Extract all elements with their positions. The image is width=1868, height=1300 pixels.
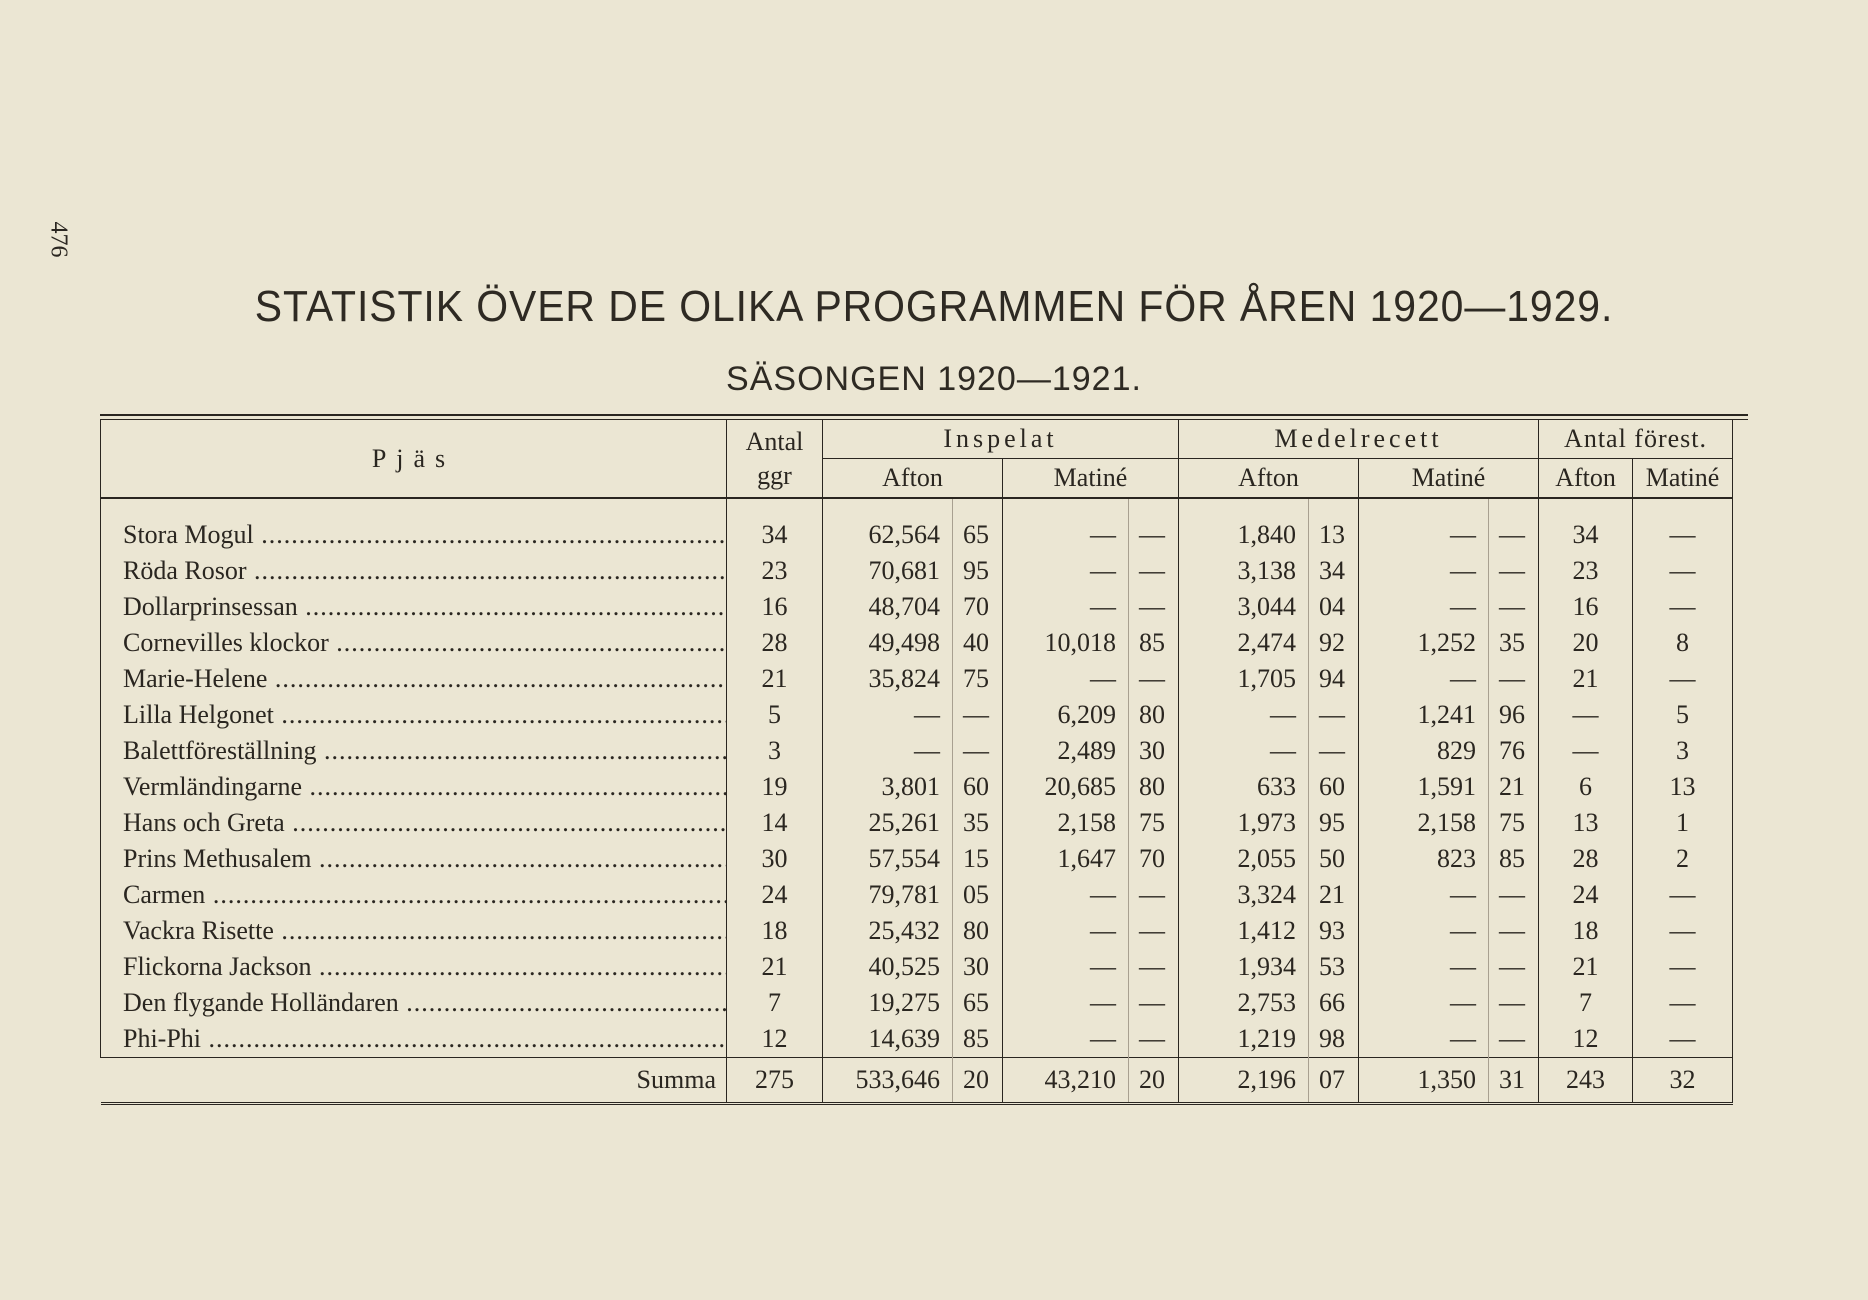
cell-forest-afton: 23: [1539, 553, 1633, 589]
cell-pjas: [101, 733, 727, 769]
header-medelrecett: Medelrecett: [1179, 420, 1539, 459]
cell-medelrecett-matine-ore: 85: [1489, 841, 1539, 877]
cell-inspelat-matine: —: [1003, 661, 1129, 697]
header-forest-afton: Afton: [1539, 459, 1633, 499]
cell-forest-matine: 3: [1633, 733, 1733, 769]
cell-medelrecett-matine-ore: —: [1489, 913, 1539, 949]
cell-medelrecett-matine: —: [1359, 1021, 1489, 1058]
table-row: [101, 553, 1733, 589]
pjas-name: Prins Methusalem .....: [123, 844, 727, 873]
pjas-name: Vermländingarne .....: [123, 772, 727, 801]
cell-medelrecett-matine-ore: 75: [1489, 805, 1539, 841]
summa-forest-matine: 32: [1633, 1058, 1733, 1104]
cell-medelrecett-afton: 2,055: [1179, 841, 1309, 877]
cell-medelrecett-afton-ore: 13: [1309, 517, 1359, 553]
cell-inspelat-matine: 2,489: [1003, 733, 1129, 769]
cell-antal: 24: [727, 877, 823, 913]
cell-medelrecett-matine-ore: —: [1489, 877, 1539, 913]
header-medelrecett-afton: Afton: [1179, 459, 1359, 499]
cell-pjas: [101, 517, 727, 553]
cell-forest-matine: —: [1633, 553, 1733, 589]
cell-inspelat-afton: 14,639: [823, 1021, 953, 1058]
cell-inspelat-afton-ore: 60: [953, 769, 1003, 805]
cell-forest-afton: —: [1539, 697, 1633, 733]
summa-medelrecett-matine: 1,350: [1359, 1058, 1489, 1104]
cell-antal: 3: [727, 733, 823, 769]
summa-inspelat-afton: 533,646: [823, 1058, 953, 1104]
cell-inspelat-matine-ore: 85: [1129, 625, 1179, 661]
cell-antal: 23: [727, 553, 823, 589]
cell-medelrecett-afton: 3,324: [1179, 877, 1309, 913]
cell-inspelat-matine-ore: —: [1129, 589, 1179, 625]
cell-medelrecett-afton: 1,412: [1179, 913, 1309, 949]
cell-pjas: [101, 769, 727, 805]
cell-antal: 34: [727, 517, 823, 553]
cell-medelrecett-afton: 3,044: [1179, 589, 1309, 625]
cell-inspelat-matine-ore: —: [1129, 1021, 1179, 1058]
table-row: [101, 697, 1733, 733]
cell-inspelat-afton-ore: 80: [953, 913, 1003, 949]
pjas-name: Stora Mogul .....: [123, 520, 727, 549]
cell-inspelat-matine: —: [1003, 877, 1129, 913]
cell-inspelat-afton: 35,824: [823, 661, 953, 697]
cell-medelrecett-matine-ore: 35: [1489, 625, 1539, 661]
cell-inspelat-afton-ore: 65: [953, 985, 1003, 1021]
summa-medelrecett-afton-ore: 07: [1309, 1058, 1359, 1104]
cell-forest-matine: —: [1633, 913, 1733, 949]
cell-medelrecett-afton-ore: 50: [1309, 841, 1359, 877]
cell-antal: 21: [727, 949, 823, 985]
cell-inspelat-matine: 20,685: [1003, 769, 1129, 805]
cell-inspelat-matine: 6,209: [1003, 697, 1129, 733]
cell-medelrecett-matine-ore: 21: [1489, 769, 1539, 805]
cell-medelrecett-matine: —: [1359, 661, 1489, 697]
cell-forest-afton: 24: [1539, 877, 1633, 913]
cell-medelrecett-afton: 1,840: [1179, 517, 1309, 553]
cell-inspelat-matine-ore: 75: [1129, 805, 1179, 841]
cell-medelrecett-matine: 1,241: [1359, 697, 1489, 733]
cell-inspelat-afton: 62,564: [823, 517, 953, 553]
cell-inspelat-afton: —: [823, 697, 953, 733]
cell-medelrecett-afton-ore: 92: [1309, 625, 1359, 661]
cell-medelrecett-afton-ore: 04: [1309, 589, 1359, 625]
cell-pjas: [101, 877, 727, 913]
cell-inspelat-afton: 19,275: [823, 985, 953, 1021]
pjas-name: Lilla Helgonet .....: [123, 700, 727, 729]
cell-antal: 16: [727, 589, 823, 625]
cell-medelrecett-matine: 823: [1359, 841, 1489, 877]
cell-inspelat-matine-ore: —: [1129, 553, 1179, 589]
header-ggr: ggr: [757, 460, 792, 490]
table-row: [101, 769, 1733, 805]
cell-antal: 7: [727, 985, 823, 1021]
cell-medelrecett-matine: —: [1359, 949, 1489, 985]
cell-forest-afton: —: [1539, 733, 1633, 769]
cell-inspelat-afton-ore: 30: [953, 949, 1003, 985]
cell-medelrecett-afton-ore: 95: [1309, 805, 1359, 841]
header-medelrecett-matine: Matiné: [1359, 459, 1539, 499]
cell-inspelat-matine-ore: 80: [1129, 769, 1179, 805]
cell-forest-matine: —: [1633, 589, 1733, 625]
cell-medelrecett-matine: —: [1359, 877, 1489, 913]
header-forest-matine: Matiné: [1633, 459, 1733, 499]
cell-forest-matine: —: [1633, 661, 1733, 697]
cell-medelrecett-afton: 633: [1179, 769, 1309, 805]
cell-inspelat-afton-ore: 05: [953, 877, 1003, 913]
cell-medelrecett-matine-ore: 96: [1489, 697, 1539, 733]
pjas-name: Marie-Helene .....: [123, 664, 727, 693]
cell-forest-afton: 7: [1539, 985, 1633, 1021]
cell-inspelat-matine: —: [1003, 949, 1129, 985]
cell-forest-matine: —: [1633, 1021, 1733, 1058]
summa-medelrecett-matine-ore: 31: [1489, 1058, 1539, 1104]
cell-pjas: [101, 805, 727, 841]
cell-antal: 14: [727, 805, 823, 841]
cell-medelrecett-afton-ore: —: [1309, 697, 1359, 733]
cell-inspelat-afton: 70,681: [823, 553, 953, 589]
table-row: [101, 877, 1733, 913]
header-pjas: Pjäs: [101, 420, 727, 498]
cell-inspelat-matine-ore: —: [1129, 517, 1179, 553]
cell-medelrecett-matine: —: [1359, 589, 1489, 625]
cell-inspelat-matine: —: [1003, 553, 1129, 589]
cell-medelrecett-afton: 1,705: [1179, 661, 1309, 697]
statistics-table: [100, 420, 1733, 1105]
cell-inspelat-matine-ore: —: [1129, 661, 1179, 697]
pjas-name: Flickorna Jackson .....: [123, 952, 727, 981]
cell-inspelat-afton-ore: 65: [953, 517, 1003, 553]
header-inspelat: Inspelat: [823, 420, 1179, 459]
cell-medelrecett-afton-ore: 60: [1309, 769, 1359, 805]
summa-medelrecett-afton: 2,196: [1179, 1058, 1309, 1104]
header-antal-ggr: [727, 420, 823, 498]
cell-forest-matine: 13: [1633, 769, 1733, 805]
page-number: 476: [45, 221, 72, 258]
cell-medelrecett-matine: —: [1359, 913, 1489, 949]
cell-medelrecett-matine-ore: —: [1489, 589, 1539, 625]
cell-forest-matine: 8: [1633, 625, 1733, 661]
cell-forest-afton: 28: [1539, 841, 1633, 877]
cell-forest-afton: 20: [1539, 625, 1633, 661]
cell-medelrecett-matine: —: [1359, 985, 1489, 1021]
pjas-name: Dollarprinsessan .....: [123, 592, 727, 621]
cell-antal: 5: [727, 697, 823, 733]
table-row: [101, 913, 1733, 949]
cell-forest-matine: 5: [1633, 697, 1733, 733]
cell-medelrecett-afton: 1,219: [1179, 1021, 1309, 1058]
table-body: [101, 498, 1733, 1058]
cell-medelrecett-matine: 1,252: [1359, 625, 1489, 661]
cell-pjas: [101, 697, 727, 733]
cell-inspelat-afton: 79,781: [823, 877, 953, 913]
cell-forest-matine: 2: [1633, 841, 1733, 877]
cell-inspelat-afton: 57,554: [823, 841, 953, 877]
cell-medelrecett-afton: —: [1179, 697, 1309, 733]
cell-inspelat-afton: 25,432: [823, 913, 953, 949]
cell-inspelat-afton-ore: 15: [953, 841, 1003, 877]
cell-inspelat-afton: 25,261: [823, 805, 953, 841]
cell-inspelat-afton-ore: 75: [953, 661, 1003, 697]
summa-inspelat-matine: 43,210: [1003, 1058, 1129, 1104]
pjas-name: Carmen .....: [123, 880, 727, 909]
cell-pjas: [101, 985, 727, 1021]
cell-forest-matine: —: [1633, 877, 1733, 913]
cell-medelrecett-afton-ore: 53: [1309, 949, 1359, 985]
cell-inspelat-afton: 40,525: [823, 949, 953, 985]
cell-inspelat-afton: 3,801: [823, 769, 953, 805]
cell-forest-afton: 18: [1539, 913, 1633, 949]
cell-pjas: [101, 949, 727, 985]
cell-medelrecett-matine-ore: —: [1489, 949, 1539, 985]
cell-forest-afton: 12: [1539, 1021, 1633, 1058]
statistics-table-wrap: [100, 414, 1740, 1105]
cell-forest-matine: —: [1633, 949, 1733, 985]
cell-medelrecett-afton: —: [1179, 733, 1309, 769]
table-row: [101, 949, 1733, 985]
cell-medelrecett-afton: 1,934: [1179, 949, 1309, 985]
pjas-name: Den flygande Holländaren .....: [123, 988, 727, 1017]
cell-pjas: [101, 1021, 727, 1058]
table-spacer-row: [101, 498, 1733, 517]
cell-inspelat-afton-ore: —: [953, 733, 1003, 769]
table-row: [101, 733, 1733, 769]
cell-forest-afton: 21: [1539, 661, 1633, 697]
cell-pjas: [101, 625, 727, 661]
pjas-name: Phi-Phi .....: [123, 1024, 727, 1053]
cell-forest-afton: 13: [1539, 805, 1633, 841]
cell-forest-afton: 21: [1539, 949, 1633, 985]
cell-inspelat-matine-ore: —: [1129, 949, 1179, 985]
table-row: [101, 1021, 1733, 1058]
cell-inspelat-matine-ore: —: [1129, 877, 1179, 913]
cell-pjas: [101, 661, 727, 697]
table-row: [101, 985, 1733, 1021]
page-subtitle: SÄSONGEN 1920—1921.: [726, 360, 1142, 398]
header-antal: Antal: [745, 426, 804, 456]
table-row: [101, 625, 1733, 661]
cell-antal: 12: [727, 1021, 823, 1058]
header-inspelat-afton: Afton: [823, 459, 1003, 499]
cell-inspelat-matine: 1,647: [1003, 841, 1129, 877]
cell-medelrecett-afton-ore: 21: [1309, 877, 1359, 913]
summa-forest-afton: 243: [1539, 1058, 1633, 1104]
pjas-name: Röda Rosor .....: [123, 556, 727, 585]
cell-inspelat-afton-ore: 35: [953, 805, 1003, 841]
cell-inspelat-matine: 10,018: [1003, 625, 1129, 661]
cell-medelrecett-afton-ore: 94: [1309, 661, 1359, 697]
cell-medelrecett-matine: 2,158: [1359, 805, 1489, 841]
cell-inspelat-afton-ore: 40: [953, 625, 1003, 661]
table-row: [101, 661, 1733, 697]
cell-medelrecett-matine-ore: —: [1489, 517, 1539, 553]
pjas-name: Balettföreställning .....: [123, 736, 727, 765]
cell-medelrecett-matine: 829: [1359, 733, 1489, 769]
cell-antal: 19: [727, 769, 823, 805]
table-row: [101, 589, 1733, 625]
cell-forest-matine: —: [1633, 517, 1733, 553]
header-antal-forest: Antal förest.: [1539, 420, 1733, 459]
cell-pjas: [101, 589, 727, 625]
cell-antal: 21: [727, 661, 823, 697]
table-row: [101, 517, 1733, 553]
cell-inspelat-matine-ore: —: [1129, 985, 1179, 1021]
cell-medelrecett-afton-ore: 93: [1309, 913, 1359, 949]
cell-forest-matine: —: [1633, 985, 1733, 1021]
summa-antal: 275: [727, 1058, 823, 1104]
cell-medelrecett-matine: —: [1359, 553, 1489, 589]
cell-inspelat-afton: 48,704: [823, 589, 953, 625]
cell-forest-matine: 1: [1633, 805, 1733, 841]
cell-medelrecett-afton-ore: 66: [1309, 985, 1359, 1021]
cell-medelrecett-afton: 3,138: [1179, 553, 1309, 589]
cell-inspelat-afton: —: [823, 733, 953, 769]
cell-medelrecett-matine-ore: 76: [1489, 733, 1539, 769]
cell-medelrecett-matine: —: [1359, 517, 1489, 553]
page-title: STATISTIK ÖVER DE OLIKA PROGRAMMEN FÖR ÅREN 1920—1929.: [254, 282, 1614, 331]
cell-pjas: [101, 553, 727, 589]
summa-label: Summa: [101, 1058, 727, 1104]
cell-forest-afton: 16: [1539, 589, 1633, 625]
cell-inspelat-afton-ore: 95: [953, 553, 1003, 589]
cell-inspelat-matine-ore: 30: [1129, 733, 1179, 769]
summa-row: [101, 1058, 1733, 1104]
cell-forest-afton: 6: [1539, 769, 1633, 805]
cell-antal: 18: [727, 913, 823, 949]
cell-inspelat-matine-ore: 70: [1129, 841, 1179, 877]
cell-medelrecett-afton-ore: 34: [1309, 553, 1359, 589]
cell-medelrecett-afton: 2,753: [1179, 985, 1309, 1021]
cell-inspelat-afton-ore: 70: [953, 589, 1003, 625]
cell-inspelat-matine: —: [1003, 517, 1129, 553]
cell-inspelat-matine: —: [1003, 1021, 1129, 1058]
table-row: [101, 805, 1733, 841]
cell-inspelat-matine: —: [1003, 589, 1129, 625]
cell-forest-afton: 34: [1539, 517, 1633, 553]
cell-medelrecett-afton: 1,973: [1179, 805, 1309, 841]
pjas-name: Hans och Greta .....: [123, 808, 727, 837]
pjas-name: Cornevilles klockor .....: [123, 628, 727, 657]
cell-medelrecett-afton: 2,474: [1179, 625, 1309, 661]
cell-medelrecett-afton-ore: 98: [1309, 1021, 1359, 1058]
cell-inspelat-afton-ore: 85: [953, 1021, 1003, 1058]
cell-antal: 28: [727, 625, 823, 661]
cell-inspelat-matine: —: [1003, 985, 1129, 1021]
header-inspelat-matine: Matiné: [1003, 459, 1179, 499]
summa-inspelat-afton-ore: 20: [953, 1058, 1003, 1104]
cell-medelrecett-matine-ore: —: [1489, 661, 1539, 697]
cell-medelrecett-matine-ore: —: [1489, 553, 1539, 589]
cell-pjas: [101, 913, 727, 949]
cell-inspelat-matine-ore: 80: [1129, 697, 1179, 733]
summa-inspelat-matine-ore: 20: [1129, 1058, 1179, 1104]
cell-medelrecett-matine-ore: —: [1489, 1021, 1539, 1058]
cell-medelrecett-matine: 1,591: [1359, 769, 1489, 805]
cell-inspelat-matine: —: [1003, 913, 1129, 949]
table-row: [101, 841, 1733, 877]
cell-medelrecett-matine-ore: —: [1489, 985, 1539, 1021]
cell-pjas: [101, 841, 727, 877]
cell-medelrecett-afton-ore: —: [1309, 733, 1359, 769]
pjas-name: Vackra Risette .....: [123, 916, 727, 945]
cell-antal: 30: [727, 841, 823, 877]
cell-inspelat-matine: 2,158: [1003, 805, 1129, 841]
cell-inspelat-matine-ore: —: [1129, 913, 1179, 949]
cell-inspelat-afton: 49,498: [823, 625, 953, 661]
cell-inspelat-afton-ore: —: [953, 697, 1003, 733]
